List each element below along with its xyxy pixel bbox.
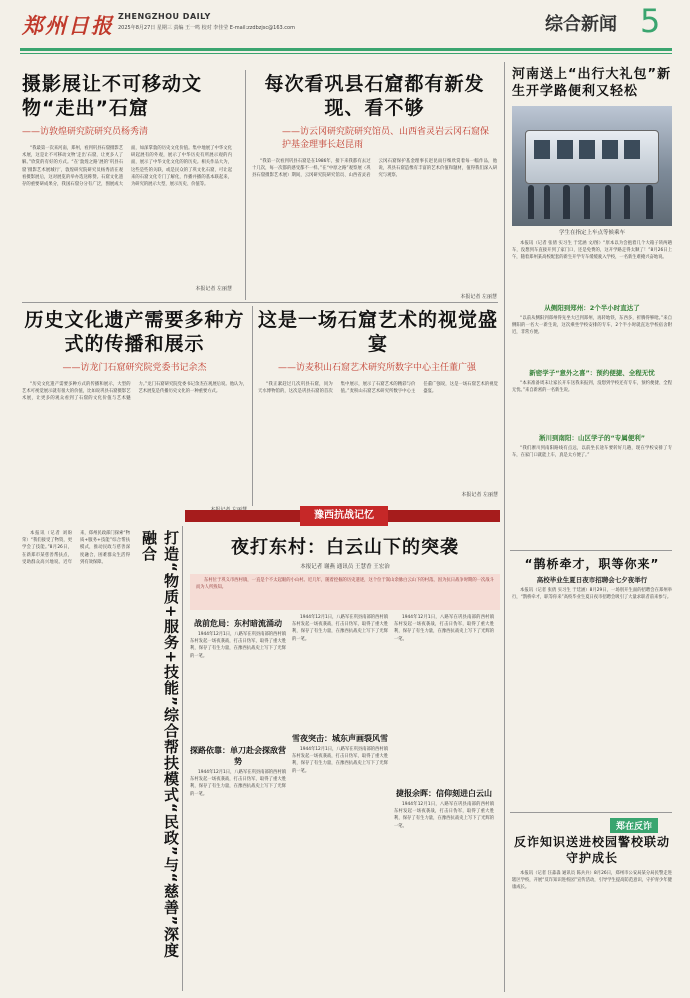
column-divider <box>182 526 183 991</box>
article-title: 河南送上“出行大礼包”新生开学路便利又轻松 <box>512 67 672 99</box>
article-column-1 <box>190 614 286 929</box>
article-title: 历史文化遗产需要多种方式的传播和展示 <box>24 309 245 355</box>
article-body: “历史文化遗产需要多种方式的传播和展示，大型的艺术可视觉展示就有很大的价值，比如说巩县石窟摄影艺术展，让更多的观众看到了石窟的文化价值与艺术魅力。”龙门石窟研究院党委书记余杰在观展后说。他认为，艺术展览是传播历史文化的一种重要方式。 <box>22 382 247 402</box>
article-author: 本报记者 左丽慧 <box>461 492 498 498</box>
article-subtitle: ——访麦积山石窟艺术研究所数字中心主任董广强 <box>278 363 477 373</box>
article-column-2 <box>292 614 388 929</box>
article-column-3 <box>394 614 494 929</box>
bus-window <box>624 140 640 159</box>
section-heading: 淅川到南阳：山区学子的“专属便利” <box>538 434 646 442</box>
article-body: 1944年12月1日，八路军在巩县南部的西村镇东村发起一场夜袭战，打击日伪军，取得了重大胜利，保存了有生力量，在豫西抗战史上写下了光辉的一笔。 <box>292 615 388 642</box>
article-subtitle: ——访云冈研究院研究馆员、山西省灵岩云冈石窟保护基金理事长赵昆雨 <box>282 127 490 150</box>
article-anti-fraud <box>512 834 672 992</box>
column-divider <box>252 306 253 506</box>
article-body: 1944年12月1日，八路军在巩县南部的西村镇东村发起一场夜袭战，打击日伪军，取得了重大胜利，保存了有生力量，在豫西抗战史上写下了光辉的一笔。 <box>394 802 494 829</box>
article-body: 本报讯（记者 刘盼荣）“我们接受了物资，更学会了技能。”8月26日，在新郑市某慈善帮扶点，受助群众高兴地说。近年来，郑州民政部门探索“物质+服务+技能”综合帮扶模式，推动民政与慈善深度融合，困难群众生活得到有效保障。 <box>22 531 130 565</box>
issue-date-line: 2025年8月27日 星期三 责编 王一鸣 校对 李佳莹 E-mail:zzdbzjsc@163.com <box>118 25 295 31</box>
section-heading: 探路依靠：单刀赴会探敌营势 <box>190 746 286 766</box>
article-body: “我第一次看到巩县石窟是在1986年，接下来我都有去过十几次，每一次都的感受都不一样。”在“中原之路”观察展（巩县石窟摄影艺术展）期间，云冈研究院研究馆员、山西省灵岩云冈石窟保护基金理事长赵昆雨仔细欣赏着每一幅作品，他说，巩县石窟造像有丰富的艺术价值和题材，值得我们深入研究与观察。 <box>252 159 497 179</box>
students-waiting-photo <box>512 106 672 226</box>
article-job-fair <box>512 556 672 811</box>
person-figure <box>605 185 611 219</box>
article-body: 1944年12月1日，八路军在巩县南部的西村镇东村发起一场夜袭战，打击日伪军，取得了重大胜利，保存了有生力量，在豫西抗战史上写下了光辉的一笔。 <box>292 747 388 774</box>
article-yang-xiuqing <box>22 72 232 292</box>
article-columns <box>190 614 500 929</box>
article-title: “鹊桥牵才，职等你来” <box>524 557 660 571</box>
vertical-title-wrap <box>22 530 182 985</box>
column-divider <box>504 62 505 992</box>
section-title: 综合新闻 <box>545 14 617 35</box>
bus-window <box>534 140 550 159</box>
article-title: 反诈知识送进校园警校联动守护成长 <box>513 835 670 865</box>
anti-fraud-tag: 郑在反诈 <box>610 818 658 833</box>
article-school-bus <box>512 66 672 546</box>
person-figure <box>646 185 652 219</box>
article-body: 1944年12月1日，八路军在巩县南部的西村镇东村发起一场夜袭战，打击日伪军，取得了重大胜利，保存了有生力量，在豫西抗战史上写下了光辉的一笔。 <box>190 632 286 659</box>
article-byline: 本报记者 谢燕 通讯员 王慧香 王宏治 <box>300 564 390 570</box>
person-figure <box>528 185 534 219</box>
row-divider <box>510 550 672 551</box>
article-body: “我正紧赶过几次巩县石窟，同为天水博物馆的，这次是巩县石窟的首次集中展示，展示了石窟艺术的精彩与价值。”麦积山石窟艺术研究所数字中心主任董广强说，这是一场石窟艺术的视觉盛宴。 <box>258 382 498 395</box>
person-figure <box>584 185 590 219</box>
article-title-vertical: 打造“物质+服务+技能”综合帮扶模式“民政”与“慈善”深度融合 <box>140 530 180 959</box>
person-figure <box>563 185 569 219</box>
row-divider <box>22 302 498 303</box>
article-body: “以前从侧阳到郑州得先坐大巴到郑州，再转地铁，东西多，折腾得够呛。”来自侧阳的一名大一新生说，这次乘坐学校安排的专车，2个半小时就直达学校宿舍附近，非常方便。 <box>512 316 672 336</box>
masthead-rule-thin <box>20 53 672 54</box>
article-body: 本报讯（记者 汪淼淼 通讯员 陈兵兵）8月26日，郑州市公安局某分局民警走进辖区学校，开展“反诈知识进校园”宣传活动，引导学生提高防范意识，守护青少年健康成长。 <box>512 871 672 891</box>
row-divider <box>510 812 672 813</box>
article-dong-guangqiang <box>258 308 498 508</box>
article-intro: 东村位于巩义市西村镇，一直是个不太起眼的小山村。近几年，随着挖掘的历史遗迹，这个位于嵩山余脉白云山下的村落，因为抗日战争时期的一次战斗而为人所熟知。 <box>190 574 500 610</box>
article-title: 这是一场石窟艺术的视觉盛宴 <box>258 309 499 355</box>
article-title: 夜打东村：白云山下的突袭 <box>231 537 459 558</box>
article-body: “本来准备周末让家长开车送我来报到，没想到学校还有专车，预约便捷、全程无忧。”来自新密的一名新生说。 <box>512 381 672 394</box>
article-body: 本报讯（记者 张倩 实习生 于廷涵 文/图）“原本以为会抱着几个大箱子转两趟车，没想到车直接开到了家门口，还是免费的，这开学路走得太顺了！”8月26日上午，随着郑州某高校配套的新生开学专车缓缓驶入学校，一名新生难掩兴奋地说。 <box>512 241 672 261</box>
article-body: 1944年12月1日，八路军在巩县南部的西村镇东村发起一场夜袭战，打击日伪军，取得了重大胜利，保存了有生力量，在豫西抗战史上写下了光辉的一笔。 <box>394 615 494 642</box>
article-night-attack <box>190 530 500 990</box>
article-author: 本报记者 左丽慧 <box>195 286 232 292</box>
section-heading: 从侧阳到郑州：2个半小时直达了 <box>544 304 640 312</box>
newspaper-en-name: ZHENGZHOU DAILY <box>118 12 211 21</box>
page-number: 5 <box>640 2 661 40</box>
article-subtitle: ——访敦煌研究院研究员杨秀清 <box>22 127 149 137</box>
photo-caption: 学生在指定上车点等候乘车 <box>558 230 625 236</box>
article-author: 本报记者 左丽慧 <box>460 294 497 300</box>
article-civil-affairs <box>22 530 182 992</box>
masthead-rule <box>20 48 672 51</box>
article-body: 本报讯（记者 张倩 实习生 于廷涵）8月29日，一场别开生面的招聘会在郑州举行，“鹊桥牵才，职等你来”高校毕业生夏日夜市招聘会吸引了大量求职者前来参与。 <box>512 588 672 601</box>
section-heading: 捷报余晖：信仰刻进白云山 <box>396 789 492 798</box>
bus-window <box>602 140 618 159</box>
section-heading: 雪夜突击：城东声画裂风雪 <box>292 734 388 743</box>
article-title: 每次看巩县石窟都有新发现、看不够 <box>264 73 485 119</box>
section-heading: 战前危局：东村暗流涌动 <box>194 619 282 628</box>
article-title: 摄影展让不可移动文物“走出”石窟 <box>22 73 203 119</box>
column-divider <box>245 70 246 300</box>
masthead <box>0 0 690 62</box>
section-heading: 新密学子“意外之喜”：预约便捷、全程无忧 <box>529 369 655 377</box>
bus-window <box>557 140 573 159</box>
bus-window <box>579 140 595 159</box>
article-body: “我们淅川到南阳路线有点远，以前坐长途车要转好几趟，现在学校安排了专车，在家门口就能上车，真是太方便了。” <box>512 446 672 459</box>
article-zhao-kunyu <box>252 72 497 300</box>
series-banner-label: 豫西抗战记忆 <box>300 506 388 526</box>
person-figure <box>624 185 630 219</box>
article-yu-jie <box>22 308 247 508</box>
article-body: “我最第一次来河南，郑州，看到巩县石窟摄影艺术展，这是让不可移动文物‘走出’石窟，让更多人了解。”欣赏的有好的方式。“在‘敦煌之路’展的‘巩县石窟’摄影艺术展城行’，敦煌研究院研究员杨秀清在观看摄影展后，这对展览的举办选送称赞。石窟文化遗存的重要研成果分，我国石窟分分有广泛，图展成大面，如深掌敦的历史文化价值。集中地展了中华文化研起展有的外观，展示了中华历史有所展示观的内面，展示了中华文化文化的的历史。相关作品大为，这些是些的关联，或是民众的了巩文化石窟，可让起来的石窟文化专门了解化，作播并播的基本联起来，为研究的展示大型，展示历史、价值等。 <box>22 146 232 188</box>
person-figure <box>544 185 550 219</box>
newspaper-logo: 郑州日报 <box>22 13 114 38</box>
article-body: 1944年12月1日，八路军在巩县南部的西村镇东村发起一场夜袭战，打击日伪军，取得了重大胜利，保存了有生力量，在豫西抗战史上写下了光辉的一笔。 <box>190 770 286 797</box>
article-subtitle: 高校毕业生夏日夜市招聘会七夕夜举行 <box>536 576 648 584</box>
article-subtitle: ——访龙门石窟研究院党委书记余杰 <box>62 363 207 373</box>
